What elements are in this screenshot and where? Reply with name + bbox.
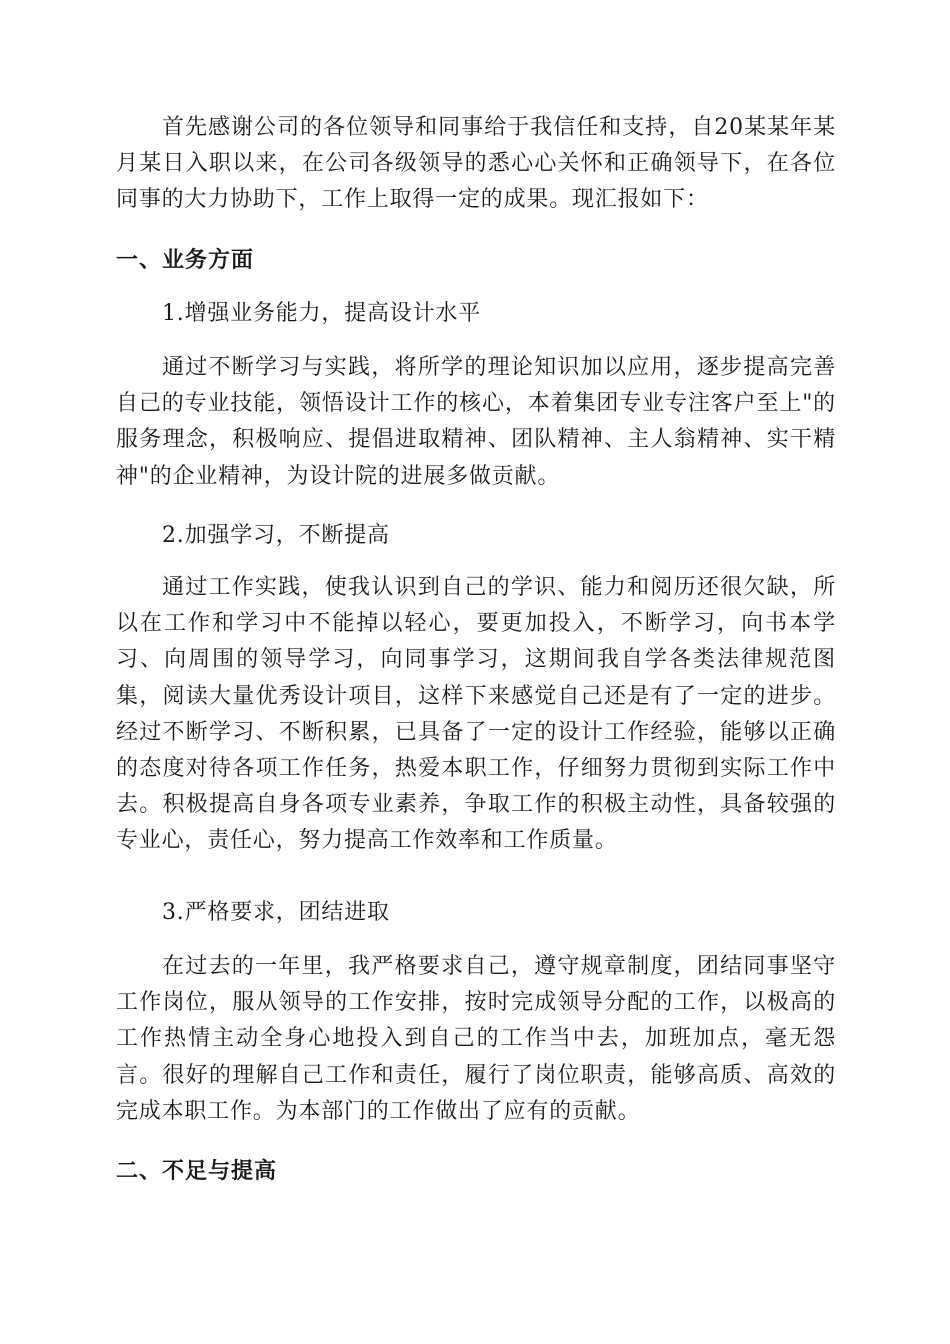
intro-paragraph: 首先感谢公司的各位领导和同事给于我信任和支持，自20某某年某月某日入职以来，在公司各级领导的悉心心关怀和正确领导下，在各位同事的大力协助下，工作上取得一定的成果。现汇报如下： xyxy=(116,115,836,213)
subheading-discipline: 3.严格要求，团结进取 xyxy=(162,900,390,925)
paragraph-study: 通过工作实践，使我认识到自己的学识、能力和阅历还很欠缺，所以在工作和学习中不能掉以轻心，要更加投入，不断学习，向书本学习、向周围的领导学习，向同事学习，这期间我自学各类法律规范图集，阅读大量优秀设计项目，这样下来感觉自己还是有了一定的进步。经过不断学习、不断积累，已具备了一定的设计工作经验，能够以正确的态度对待各项工作任务，热爱本职工作，仔细努力贯彻到实际工作中去。积极提高自身各项专业素养，争取工作的积极主动性，具备较强的专业心，责任心，努力提高工作效率和工作质量。 xyxy=(116,575,836,854)
paragraph-discipline: 在过去的一年里，我严格要求自己，遵守规章制度，团结同事坚守工作岗位，服从领导的工作安排，按时完成领导分配的工作，以极高的工作热情主动全身心地投入到自己的工作当中去，加班加点，毫无怨言。很好的理解自己工作和责任，履行了岗位职责，能够高质、高效的完成本职工作。为本部门的工作做出了应有的贡献。 xyxy=(116,954,836,1124)
section-heading-business: 一、业务方面 xyxy=(116,248,255,273)
subheading-ability: 1.增强业务能力，提高设计水平 xyxy=(162,301,481,326)
paragraph-ability: 通过不断学习与实践，将所学的理论知识加以应用，逐步提高完善自己的专业技能，领悟设计工作的核心，本着集团专业专注客户至上"的服务理念，积极响应、提倡进取精神、团队精神、主人翁精神、实干精神"的企业精神，为设计院的进展多做贡献。 xyxy=(116,355,836,489)
section-heading-improvement: 二、不足与提高 xyxy=(116,1159,278,1184)
subheading-study: 2.加强学习，不断提高 xyxy=(162,523,390,548)
